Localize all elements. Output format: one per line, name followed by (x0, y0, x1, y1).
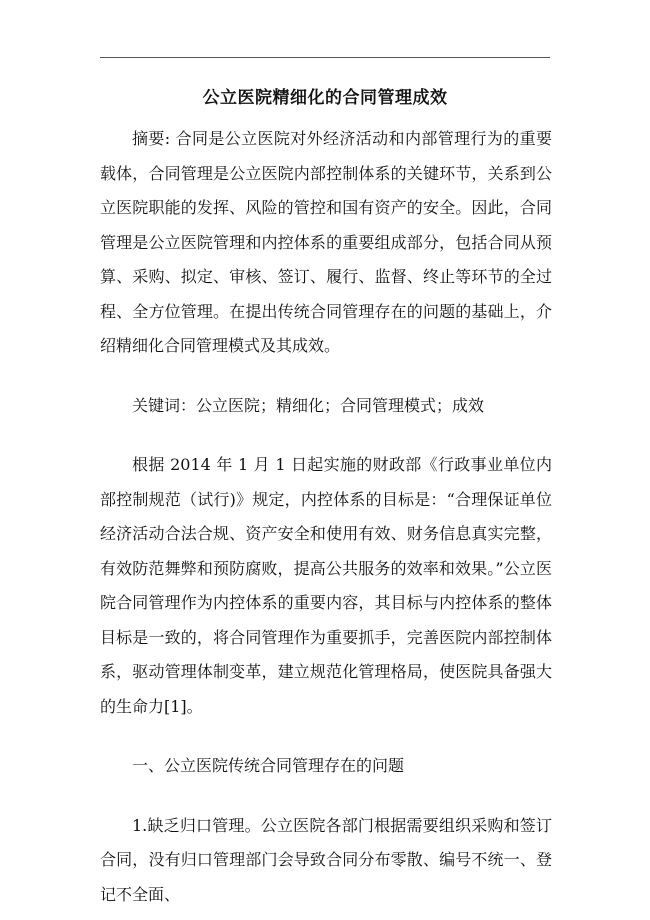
keywords-paragraph (100, 389, 552, 424)
section-heading: 一、公立医院传统合同管理存在的问题 (132, 756, 405, 775)
abstract-text: 合同是公立医院对外经济活动和内部管理行为的重要载体，合同管理是公立医院内部控制体系的关键环节，关系到公立医院职能的发挥、风险的管控和国有资产的安全。因此，合同管理是公立医院管理和内控体系的重要组成部分，包括合同从预算、采购、拟定、审核、签订、履行、监督、终止等环节的全过程、全方位管理。在提出传统合同管理存在的问题的基础上，介绍精细化合同管理模式及其成效。 (100, 129, 552, 355)
document-body (100, 122, 552, 912)
intro-paragraph: 根据 2014 年 1 月 1 日起实施的财政部《行政事业单位内部控制规范（试行)》规定，内控体系的目标是：“合理保证单位经济活动合法合规、资产安全和使用有效、财务信息真实完整，有效防范舞弊和预防腐败，提高公共服务的效率和效果。”公立医院合同管理作为内控体系的重要内容，其目标与内控体系的整体目标是一致的，将合同管理作为重要抓手，完善医院内部控制体系，驱动管理体制变革，建立规范化管理格局，使医院具备强大的生命力[1]。 (100, 455, 552, 716)
abstract-paragraph (100, 122, 552, 364)
document-title: 公立医院精细化的合同管理成效 (202, 88, 448, 108)
keywords-text: 公立医院；精细化；合同管理模式；成效 (196, 395, 485, 415)
abstract-label: 摘要: (132, 129, 171, 148)
header-rule (100, 57, 550, 58)
item1-paragraph: 1.缺乏归口管理。公立医院各部门根据需要组织采购和签订合同，没有归口管理部门会导致合同分布零散、编号不统一、登记不全面、 (100, 815, 552, 904)
keywords-label: 关键词： (132, 395, 197, 415)
